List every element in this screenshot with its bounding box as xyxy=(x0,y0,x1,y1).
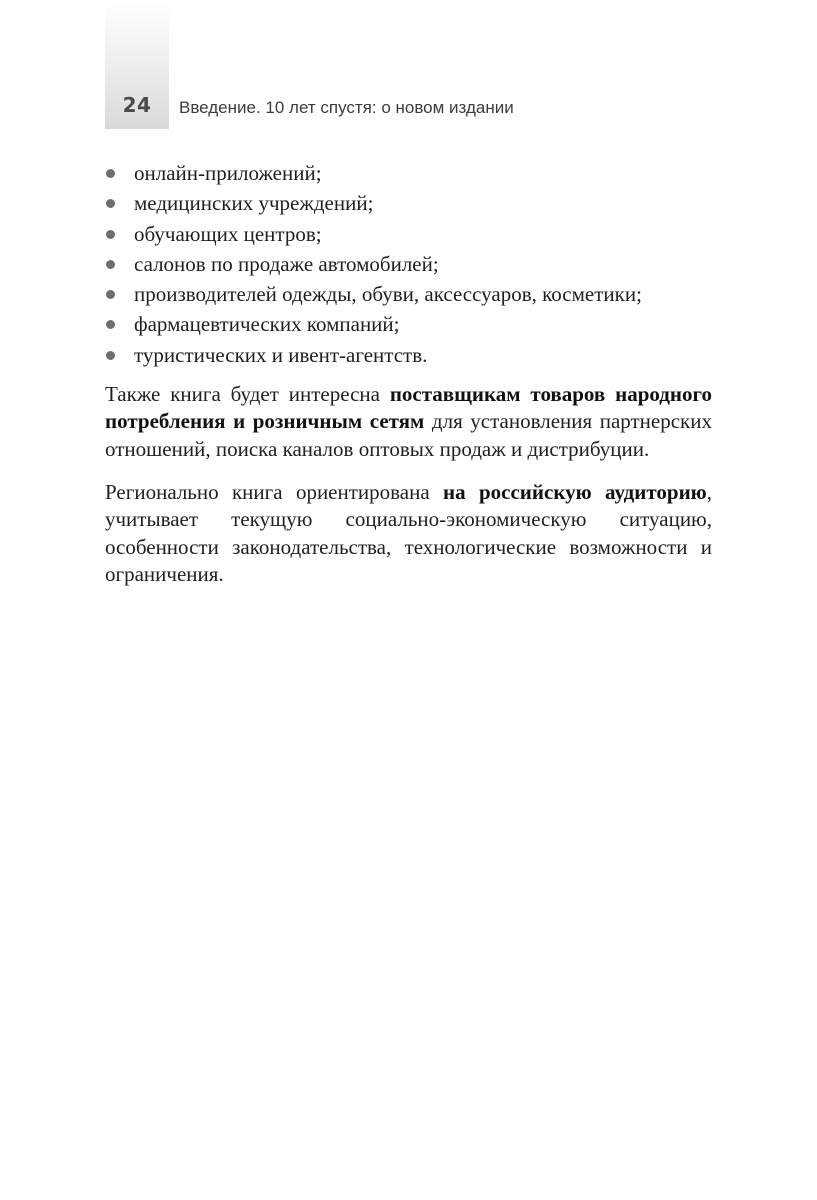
bullet-icon xyxy=(106,260,115,269)
bullet-icon xyxy=(106,290,115,299)
paragraph-suppliers xyxy=(105,381,712,463)
list-item-text: обучающих центров; xyxy=(134,221,322,246)
list-item-text: онлайн-приложений; xyxy=(134,161,322,185)
list-item xyxy=(105,188,712,218)
paragraph-text: Регионально книга ориентирована xyxy=(105,479,444,504)
list-item-text: медицинских учреждений; xyxy=(134,191,374,216)
list-item xyxy=(105,219,712,249)
bullet-icon xyxy=(106,199,115,208)
bullet-icon xyxy=(106,169,115,178)
running-title: Введение. 10 лет спустя: о новом издании xyxy=(179,98,514,117)
bullet-icon xyxy=(106,320,115,329)
list-item xyxy=(105,279,712,309)
paragraph-text: для установления партнерских отношений, поиска каналов оптовых продаж и дистрибуции. xyxy=(105,409,712,461)
list-item-text: салонов по продаже автомобилей; xyxy=(134,251,439,276)
bullet-icon xyxy=(106,351,115,360)
list-item xyxy=(105,158,712,188)
bullet-list xyxy=(105,158,712,370)
list-item xyxy=(105,309,712,339)
list-item-text: туристических и ивент-агентств. xyxy=(134,342,428,367)
page-number: 24 xyxy=(122,93,152,117)
paragraph-bold-text: поставщикам товаров народного потребления и розничным сетям xyxy=(105,382,713,434)
page-body xyxy=(105,158,712,588)
list-item-text: фармацевтических компаний; xyxy=(134,312,400,337)
list-item xyxy=(105,249,712,279)
bullet-icon xyxy=(106,230,115,239)
paragraph-text: , учитывает текущую социально-экономическую ситуацию, особенности законодательства, технологические возможности и ограничения. xyxy=(105,479,712,586)
paragraph-text: Также книга будет интересна xyxy=(105,382,390,407)
paragraph-audience xyxy=(105,479,712,588)
paragraph-bold-text: на российскую аудиторию xyxy=(443,479,707,504)
list-item-text: производителей одежды, обуви, аксессуаров, косметики; xyxy=(134,282,642,307)
list-item xyxy=(105,340,712,370)
